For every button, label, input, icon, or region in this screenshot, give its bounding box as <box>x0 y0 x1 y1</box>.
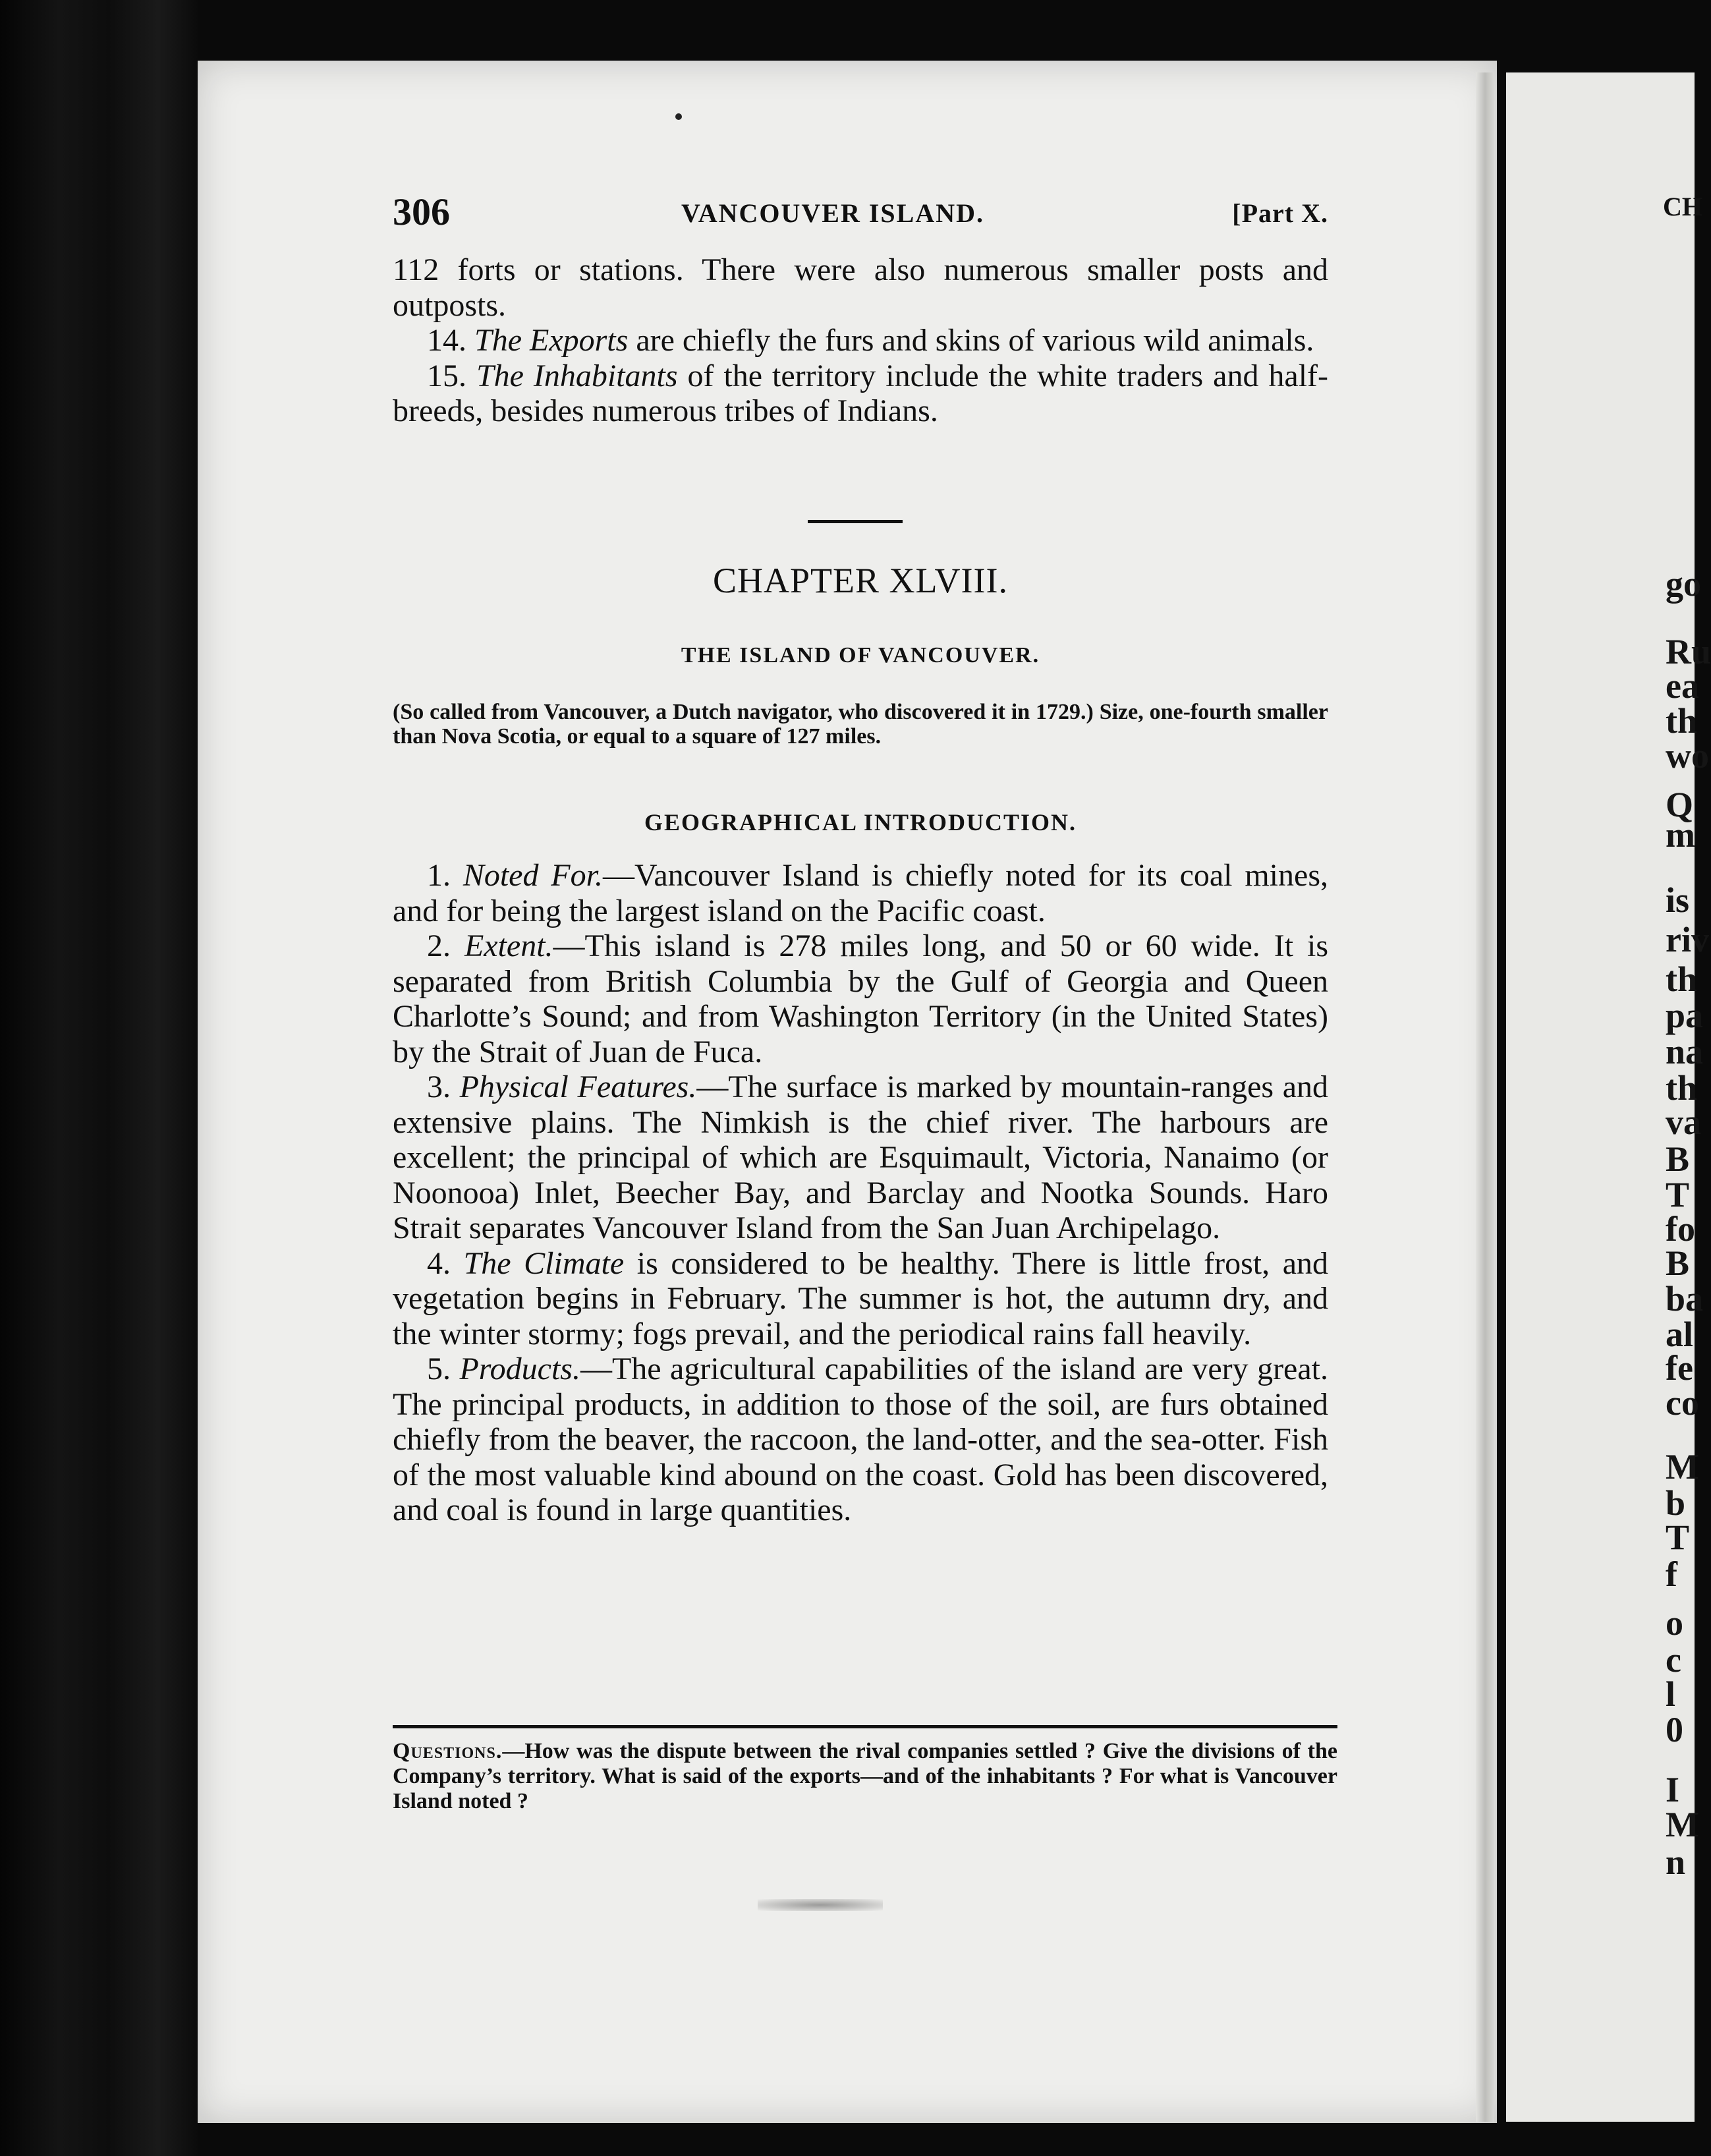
paragraph-14 <box>393 323 1328 358</box>
paragraph-text: of the territory include the white traders and half-breeds, besides numerous tribes of Indians. <box>393 358 1329 428</box>
ink-smudge <box>758 1899 883 1911</box>
adjacent-page-fragment: l <box>1666 1674 1676 1714</box>
section-heading-text: Physical Features. <box>459 1069 697 1104</box>
chapter-title: CHAPTER XLVIII. <box>712 561 1008 600</box>
section-text: —This island is 278 miles long, and 50 or 60 wide. It is separated from British Columbia by the Gulf of Georgia and Queen Charlotte’s Sound; and from Washington Territory (in the United States) by the Strait of Juan de Fuca. <box>393 928 1329 1069</box>
adjacent-page-fragment: va <box>1666 1102 1701 1142</box>
adjacent-page-fragment: ba <box>1666 1279 1704 1319</box>
paragraph-heading: The Exports <box>474 323 629 358</box>
section-number: 2. <box>427 928 451 963</box>
book-binding <box>0 0 198 2156</box>
section-text: —The agricultural capabilities of the island are very great. The principal products, in addition to those of the soil, are furs obtained chiefly from the beaver, the raccoon, the land-otter, and the sea-otter. Fish of the most valuable kind abound on the coast. Gold has been discovered, and coal is found in large quantities. <box>393 1351 1328 1527</box>
paragraph-15 <box>393 358 1328 429</box>
adjacent-page-fragment: n <box>1666 1842 1686 1882</box>
section-1 <box>393 858 1328 928</box>
section-heading-text: The Climate <box>463 1245 625 1281</box>
section-text: —The surface is marked by mountain-ranges and extensive plains. The Nimkish is the chief river. The harbours are excellent; the principal of which are Esquimault, Victoria, Nanaimo (or Noonooa) Inlet, Beecher Bay, and Barclay and Nootka Sounds. Haro Strait separates Vancouver Island from the San Juan Archipelago. <box>393 1069 1328 1245</box>
section-divider <box>808 520 903 523</box>
section-heading-text: Noted For. <box>463 858 603 893</box>
ink-dot <box>675 113 682 120</box>
adjacent-page-fragment: go <box>1666 564 1701 604</box>
paragraph-number: 14. <box>427 323 466 358</box>
section-text: —Vancouver Island is chiefly noted for its coal mines, and for being the largest island on the Pacific coast. <box>393 858 1329 928</box>
questions-lead: Questions. <box>393 1739 503 1763</box>
adjacent-page-fragment: wo <box>1666 736 1709 776</box>
part-label: [Part X. <box>1232 198 1328 228</box>
adjacent-page-fragment: B <box>1666 1243 1690 1283</box>
section-2 <box>393 928 1328 1069</box>
section-number: 3. <box>427 1069 451 1104</box>
questions-footnote <box>393 1739 1337 1814</box>
section-5 <box>393 1351 1328 1528</box>
adjacent-page-fragment: na <box>1666 1032 1704 1071</box>
adjacent-page-fragment: B <box>1666 1139 1690 1179</box>
adjacent-page-fragment: o <box>1666 1603 1683 1643</box>
adjacent-page-fragment: m <box>1666 815 1695 855</box>
chapter-subtitle: THE ISLAND OF VANCOUVER. <box>681 643 1040 667</box>
page-gutter <box>1476 72 1494 2122</box>
page-number: 306 <box>393 190 450 233</box>
adjacent-page-fragment: fo <box>1666 1209 1695 1249</box>
adjacent-page-fragment: I <box>1666 1770 1680 1809</box>
adjacent-page-header-fragment: CH <box>1663 192 1702 221</box>
adjacent-page-fragment: b <box>1666 1483 1686 1523</box>
adjacent-page-fragment: Q <box>1666 785 1694 824</box>
adjacent-page-fragment: M <box>1666 1447 1699 1487</box>
section-heading-text: Products. <box>459 1351 580 1386</box>
adjacent-page <box>1506 72 1711 2122</box>
section-3 <box>393 1069 1328 1246</box>
adjacent-page-fragment: T <box>1666 1518 1690 1557</box>
adjacent-page-fragment: riv <box>1666 920 1709 959</box>
adjacent-page-fragment: T <box>1666 1175 1690 1214</box>
adjacent-page-fragment: Ru <box>1666 632 1711 671</box>
section-heading-text: Extent. <box>464 928 553 963</box>
footnote-divider <box>393 1725 1337 1728</box>
adjacent-page-fragment: f <box>1666 1554 1677 1594</box>
section-heading: GEOGRAPHICAL INTRODUCTION. <box>644 809 1077 836</box>
adjacent-page-fragment: al <box>1666 1315 1694 1354</box>
adjacent-page-fragment: th <box>1666 701 1698 741</box>
questions-text: —How was the dispute between the rival companies settled ? Give the divisions of the Company’s territory. What is said of the exports—and of the inhabitants ? For what is Vancouver Island noted ? <box>393 1739 1337 1813</box>
paragraph-number: 15. <box>427 358 466 393</box>
top-text-block <box>393 252 1328 429</box>
section-4 <box>393 1246 1328 1352</box>
adjacent-page-fragment: th <box>1666 1068 1698 1108</box>
section-number: 4. <box>427 1245 451 1281</box>
adjacent-page-fragment: c <box>1666 1640 1681 1680</box>
section-number: 5. <box>427 1351 451 1386</box>
adjacent-page-fragment: co <box>1666 1383 1699 1423</box>
adjacent-page-fragment: is <box>1666 880 1690 920</box>
chapter-note: (So called from Vancouver, a Dutch navigator, who discovered it in 1729.) Size, one-fourth smaller than Nova Scotia, or equal to a square of 127 miles. <box>393 700 1328 749</box>
adjacent-page-fragment: pa <box>1666 996 1704 1035</box>
adjacent-page-fragment: 0 <box>1666 1710 1683 1749</box>
continuation-paragraph: 112 forts or stations. There were also numerous smaller posts and outposts. <box>393 252 1328 323</box>
running-title: VANCOUVER ISLAND. <box>681 198 984 228</box>
body-text-block <box>393 858 1328 1528</box>
adjacent-page-fragment: fe <box>1666 1348 1693 1388</box>
running-header <box>393 190 1328 236</box>
section-text: is considered to be healthy. There is little frost, and vegetation begins in February. The summer is hot, the autumn dry, and the winter stormy; fogs prevail, and the periodical rains fall heavily. <box>393 1245 1328 1351</box>
adjacent-page-fragment: M <box>1666 1805 1699 1844</box>
adjacent-page-fragment: ea <box>1666 666 1699 706</box>
adjacent-page-fragment: th <box>1666 959 1698 999</box>
paragraph-heading: The Inhabitants <box>476 358 678 393</box>
section-number: 1. <box>427 858 451 893</box>
paragraph-text: are chiefly the furs and skins of various wild animals. <box>628 323 1314 358</box>
